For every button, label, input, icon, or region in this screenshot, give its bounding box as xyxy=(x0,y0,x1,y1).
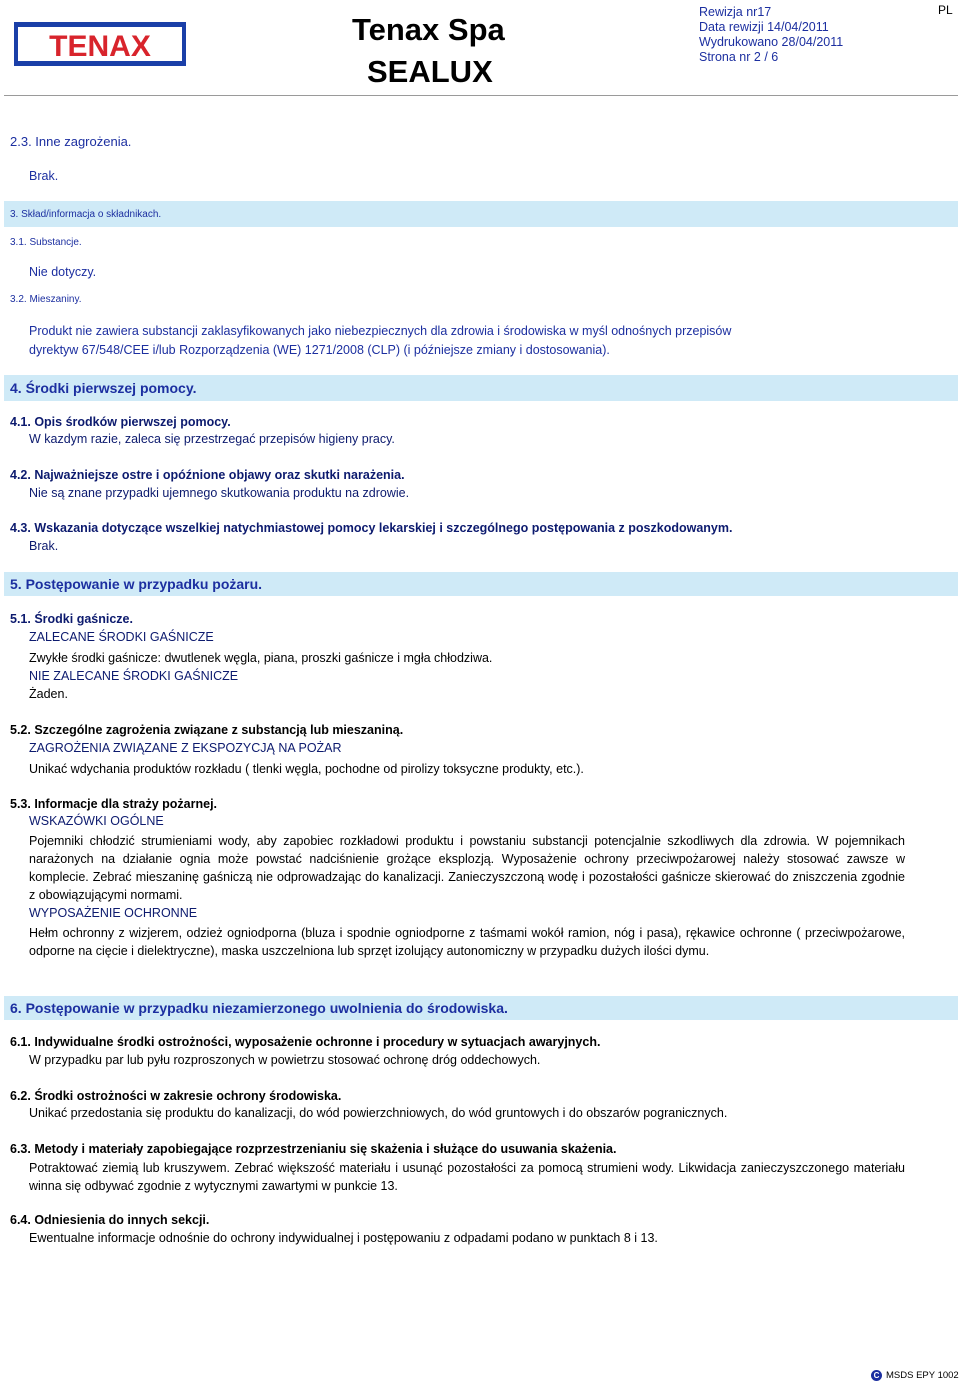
section-4-1-text: W kazdym razie, zaleca się przestrzegać przepisów higieny pracy. xyxy=(29,432,395,446)
section-3-title: 3. Skład/informacja o składnikach. xyxy=(10,209,162,220)
section-6-2-title: 6.2. Środki ostrożności w zakresie ochrony środowiska. xyxy=(10,1089,342,1103)
footer-code: MSDS EPY 1002 xyxy=(886,1370,959,1381)
section-4-3-title: 4.3. Wskazania dotyczące wszelkiej natychmiastowej pomocy lekarskiej i szczególnego postępowania z poszkodowanym. xyxy=(10,521,733,535)
copyright-icon: C xyxy=(871,1370,882,1381)
section-4-2-title: 4.2. Najważniejsze ostre i opóźnione objawy oraz skutki narażenia. xyxy=(10,468,405,482)
section-4-title: 4. Środki pierwszej pomocy. xyxy=(10,380,197,396)
section-2-3-title: 2.3. Inne zagrożenia. xyxy=(10,134,132,149)
revision-number: Rewizja nr17 xyxy=(699,5,772,19)
section-3-2-title: 3.2. Mieszaniny. xyxy=(10,294,82,305)
print-date: Wydrukowano 28/04/2011 xyxy=(699,35,844,49)
section-5-title: 5. Postępowanie w przypadku pożaru. xyxy=(10,576,263,592)
section-3-2-line2: dyrektyw 67/548/CEE i/lub Rozporządzenia (WE) 1271/2008 (CLP) (i późniejsze zmiany i dostosowania). xyxy=(29,343,610,357)
company-name: Tenax Spa xyxy=(352,12,505,47)
product-name: SEALUX xyxy=(367,54,493,89)
section-2-3-text: Brak. xyxy=(29,169,59,183)
section-5-2-title: 5.2. Szczególne zagrożenia związane z substancją lub mieszaniną. xyxy=(10,723,404,737)
section-5-1-sub1: ZALECANE ŚRODKI GAŚNICZE xyxy=(29,630,214,644)
section-5-1-title: 5.1. Środki gaśnicze. xyxy=(10,612,133,626)
section-6-1-title: 6.1. Indywidualne środki ostrożności, wyposażenie ochronne i procedury w sytuacjach awaryjnych. xyxy=(10,1035,601,1049)
language-code: PL xyxy=(938,3,953,17)
section-6-4-title: 6.4. Odniesienia do innych sekcji. xyxy=(10,1213,210,1227)
page-number: Strona nr 2 / 6 xyxy=(699,50,779,64)
tenax-logo xyxy=(14,22,186,66)
section-4-2-text: Nie są znane przypadki ujemnego skutkowania produktu na zdrowie. xyxy=(29,486,410,500)
revision-date: Data rewizji 14/04/2011 xyxy=(699,20,829,34)
section-5-3-text2: Hełm ochronny z wizjerem, odzież ogniodporna (bluza i spodnie ogniodporne z taśmami wokół ramion, nóg i pasa), rękawice ochronne ( przeciwpożarowe, odporne na cięcie i dielektryczne), maska uszczelniona lub sprzęt izolujący autonomiczny w przypadku dużych ilości dymu. xyxy=(29,926,905,958)
logo-text: TENAX xyxy=(49,30,151,63)
section-5-1-text2: Żaden. xyxy=(29,687,68,701)
section-5-1-text1: Zwykłe środki gaśnicze: dwutlenek węgla, piana, proszki gaśnicze i mgła chłodziwa. xyxy=(29,651,493,665)
section-5-2-text: Unikać wdychania produktów rozkładu ( tlenki węgla, pochodne od pirolizy toksyczne produkty, etc.). xyxy=(29,762,584,776)
section-5-3-title: 5.3. Informacje dla straży pożarnej. xyxy=(10,797,218,811)
section-5-2-sub: ZAGROŻENIA ZWIĄZANE Z EKSPOZYCJĄ NA POŻAR xyxy=(29,741,342,755)
section-3-1-title: 3.1. Substancje. xyxy=(10,237,82,248)
section-5-1-sub2: NIE ZALECANE ŚRODKI GAŚNICZE xyxy=(29,669,239,683)
section-5-3-sub2: WYPOSAŻENIE OCHRONNE xyxy=(29,906,198,920)
header-divider xyxy=(4,95,958,96)
section-6-4-text: Ewentualne informacje odnośnie do ochrony indywidualnej i postępowaniu z odpadami podano w punktach 8 i 13. xyxy=(29,1231,658,1245)
section-6-3-text: Potraktować ziemią lub kruszywem. Zebrać większość materiału i usunąć pozostałości za pomocą strumieni wody. Likwidacja zanieczyszczonego materiału winna się odbywać zgodnie z wytycznymi zawartymi w punkcie 13. xyxy=(29,1161,905,1193)
section-6-title: 6. Postępowanie w przypadku niezamierzonego uwolnienia do środowiska. xyxy=(10,1000,508,1016)
section-5-3-text1: Pojemniki chłodzić strumieniami wody, aby zapobiec rozkładowi produktu i powstaniu substancji potencjalnie szkodliwych dla zdrowia. W pojemnikach narażonych na działanie ognia może powstać nadciśnienie grożące eksplozją. Wyposażenie ochrony przeciwpożarowej należy stosować zawsze w komplecie. Zebrać mieszaninę gaśniczą nie odprowadzając do kanalizacji. Zanieczyszczoną wodę i pozostałości gaśnicze skierować do zniszczenia zgodnie z obowiązującymi normami. xyxy=(29,834,905,902)
section-3-1-text: Nie dotyczy. xyxy=(29,265,97,279)
section-6-2-text: Unikać przedostania się produktu do kanalizacji, do wód powierzchniowych, do wód gruntowych i do obszarów pogranicznych. xyxy=(29,1106,728,1120)
section-5-3-sub1: WSKAZÓWKI OGÓLNE xyxy=(29,814,164,828)
footer xyxy=(871,1370,959,1381)
section-6-3-title: 6.3. Metody i materiały zapobiegające rozprzestrzenianiu się skażenia i służące do usuwania skażenia. xyxy=(10,1142,617,1156)
section-6-1-text: W przypadku par lub pyłu rozproszonych w powietrzu stosować ochronę dróg oddechowych. xyxy=(29,1053,541,1067)
section-3-2-line1: Produkt nie zawiera substancji zaklasyfikowanych jako niebezpiecznych dla zdrowia i środowiska w myśl odnośnych przepisów xyxy=(29,324,732,338)
section-4-3-text: Brak. xyxy=(29,539,59,553)
section-4-1-title: 4.1. Opis środków pierwszej pomocy. xyxy=(10,415,231,429)
